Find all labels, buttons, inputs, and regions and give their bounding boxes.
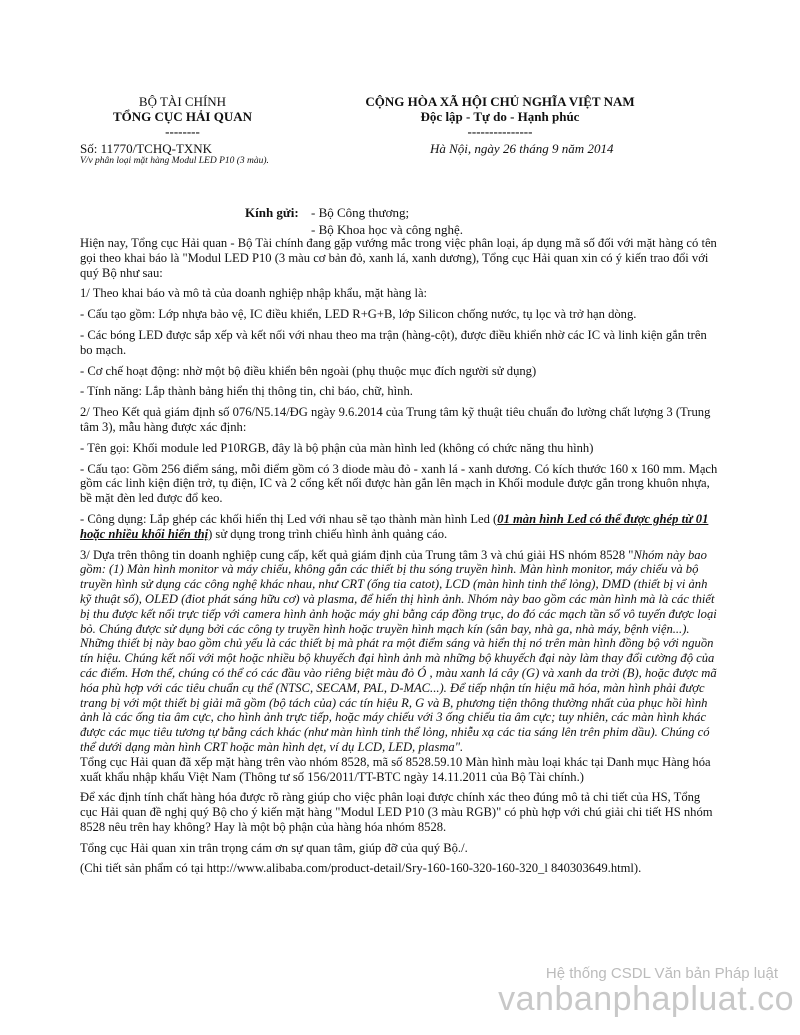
hs-8528-note: Nhóm này bao gồm: (1) Màn hình monitor và máy chiếu, không gắn các thiết bị thu sóng truyền hình. Màn hình monitor, máy chiếu và bộ truyền hình sử dụng các công nghệ khác nhau, như CRT (ống tia catot), LCD (màn hình tinh thể lỏng), DMD (thiết bị vi ảnh kỹ thuật số), OLED (điot phát sáng hữu cơ) và plasma, để hiển thị hình ảnh. Nhóm này bao gồm các màn hình mà là các thiết bị thu được kết nối trực tiếp với camera hình ảnh hoặc máy ghi bằng cáp đồng trục, do đó các mạch tần số vô tuyến được loại bỏ. Chúng được sử dụng bởi các công ty truyền hình hoặc truyền hình mạch kín (sân bay, nhà ga, nhà máy, bệnh viện...). Những thiết bị này bao gồm chủ yếu là các thiết bị mà phát ra một điểm sáng và hiển thị nó trên màn hình đồng bộ với nguồn tín hiệu. Chúng kết nối với một hoặc nhiều bộ khuyếch đại hình ảnh mà những bộ khuyếch đại này làm thay đổi cường độ của các điểm. Hơn thế, chúng có thể có các đầu vào riêng biệt màu đỏ Ó , màu xanh lá cây (G) và xanh da trời (B), hoặc được mã hóa phù hợp với các tiêu chuẩn cụ thể (NTSC, SECAM, PAL, D-MAC...). Để tiếp nhận tín hiệu mã hóa, màn hình phải được trang bị với một thiết bị giải mã gồm (bộ tách của) các tín hiệu R, G và B, phương tiện thông thường nhất của phục hồi hình ảnh là các ống tia âm cực, cho hình ảnh trực tiếp, hoặc máy chiếu với 3 ống chiếu tia âm cực; tuy nhiên, các màn hình khác được các mục tiêu tương tự bằng cách khác (như màn hình tinh thể lỏng, nhiễu xạ các tia sáng lên trên phim dầu). Chúng có thể dưới dạng màn hình CRT hoặc màn hình dẹt, ví dụ LCD, LED, plasma". [80,547,717,754]
document-date: Hà Nội, ngày 26 tháng 9 năm 2014 [430,141,614,156]
request-paragraph: Để xác định tính chất hàng hóa được rõ ràng giúp cho việc phân loại được chính xác theo đúng mô tả chi tiết của HS, Tổng cục Hải quan đề nghị quý Bộ cho ý kiến mặt hàng "Modul LED P10 (3 màu RGB)" có phù hợp với chú giải chi tiết HS nhóm 8528 nêu trên hay không? Hay là một bộ phận của hàng hóa nhóm 8528. [80,790,713,834]
country-name: CỘNG HÒA XÃ HỘI CHỦ NGHĨA VIỆT NAM [365,94,635,109]
section-1-features: - Tính năng: Lắp thành bảng hiển thị thông tin, chỉ báo, chữ, hình. [80,384,413,399]
department-name: TỔNG CỤC HẢI QUAN [112,109,253,124]
section-1-arrangement: - Các bóng LED được sắp xếp và kết nối với nhau theo ma trận (hàng-cột), được điều khiển nhờ các IC và linh kiện gắn trên bo mạch. [80,327,707,357]
watermark-domain: vanbanphapluat.co [498,980,794,1018]
ministry-name: BỘ TÀI CHÍNH [138,94,227,109]
document-number: Số: 11770/TCHQ-TXNK [80,141,213,156]
motto-separator: --------------- [467,124,533,139]
usage-emphasis: 01 màn hình Led có thể được ghép từ 01 hoặc nhiều khối hiển thị [80,511,709,541]
section-1-title: 1/ Theo khai báo và mô tả của doanh nghiệp nhập khẩu, mặt hàng là: [80,286,428,301]
section-1-mechanism: - Cơ chế hoạt động: nhờ một bộ điều khiển bên ngoài (phụ thuộc mục đích người sử dụng) [80,363,537,378]
recipient-item: - Bộ Công thương; [311,205,410,220]
recipients-label: Kính gửi: [245,205,299,220]
issuer-header [75,94,290,139]
motto: Độc lập - Tự do - Hạnh phúc [420,109,580,124]
usage-text-end: ) sử dụng trong trình chiếu hình ảnh quảng cáo. [208,526,448,541]
recipients [245,204,463,238]
thanks-paragraph: Tổng cục Hải quan xin trân trọng cám ơn sự quan tâm, giúp đỡ của quý Bộ./. [80,840,468,855]
national-header [300,94,700,139]
section-3-lead: 3/ Dựa trên thông tin doanh nghiệp cung cấp, kết quả giám định của Trung tâm 3 và chú giải HS nhóm 8528 " [80,547,634,562]
intro-paragraph: Hiện nay, Tổng cục Hải quan - Bộ Tài chính đang gặp vướng mắc trong việc phân loại, áp dụng mã số đối với mặt hàng có tên gọi theo khai báo là "Modul LED P10 (3 màu cơ bản đỏ, xanh lá, xanh dương), Tổng cục Hải quan xin có ý kiến trao đổi với quý Bộ như sau: [80,236,717,280]
section-2-usage [80,512,720,542]
classification-paragraph: Tổng cục Hải quan đã xếp mặt hàng trên vào nhóm 8528, mã số 8528.59.10 Màn hình màu loại khác tại Danh mục Hàng hóa xuất khẩu nhập khẩu Việt Nam (Thông tư số 156/2011/TT-BTC ngày 14.11.2011 của Bộ Tài chính.) [80,754,711,784]
section-2-title: 2/ Theo Kết quả giám định số 076/N5.14/ĐG ngày 9.6.2014 của Trung tâm kỹ thuật tiêu chuẩn đo lường chất lượng 3 (Trung tâm 3), mẫu hàng được xác định: [80,405,711,434]
product-link-paragraph: (Chi tiết sản phẩm có tại http://www.alibaba.com/product-detail/Sry-160-160-320-160-320_l 840303649.html). [80,861,642,876]
section-3-paragraph [80,548,720,755]
issuer-separator: -------- [165,124,200,139]
section-2-structure: - Cấu tạo: Gồm 256 điểm sáng, mỗi điểm gồm có 3 diode màu đỏ - xanh lá - xanh dương. Có kích thước 160 x 160 mm. Mạch gồm các linh kiện điện trở, tụ điện, IC và 2 cổng kết nối được hàn gắn lên mạch in Khối module được gắn trong khuôn nhựa, bề mặt đèn led được đổ keo. [80,461,718,506]
recipient-item: - Bộ Khoa học và công nghệ. [311,222,463,237]
section-2-name: - Tên gọi: Khối module led P10RGB, đây là bộ phận của màn hình led (không có chức năng thu hình) [80,440,594,455]
usage-text: - Công dụng: Lắp ghép các khối hiển thị Led với nhau sẽ tạo thành màn hình Led ( [80,511,498,526]
watermark-caption: Hệ thống CSDL Văn bản Pháp luật [545,965,778,982]
document-subject: V/v phân loại mặt hàng Modul LED P10 (3 màu). [80,156,269,166]
section-1-structure: - Cấu tạo gồm: Lớp nhựa bảo vệ, IC điều khiển, LED R+G+B, lớp Silicon chống nước, tụ lọc và trở hạn dòng. [80,307,637,322]
document-body [80,236,720,882]
